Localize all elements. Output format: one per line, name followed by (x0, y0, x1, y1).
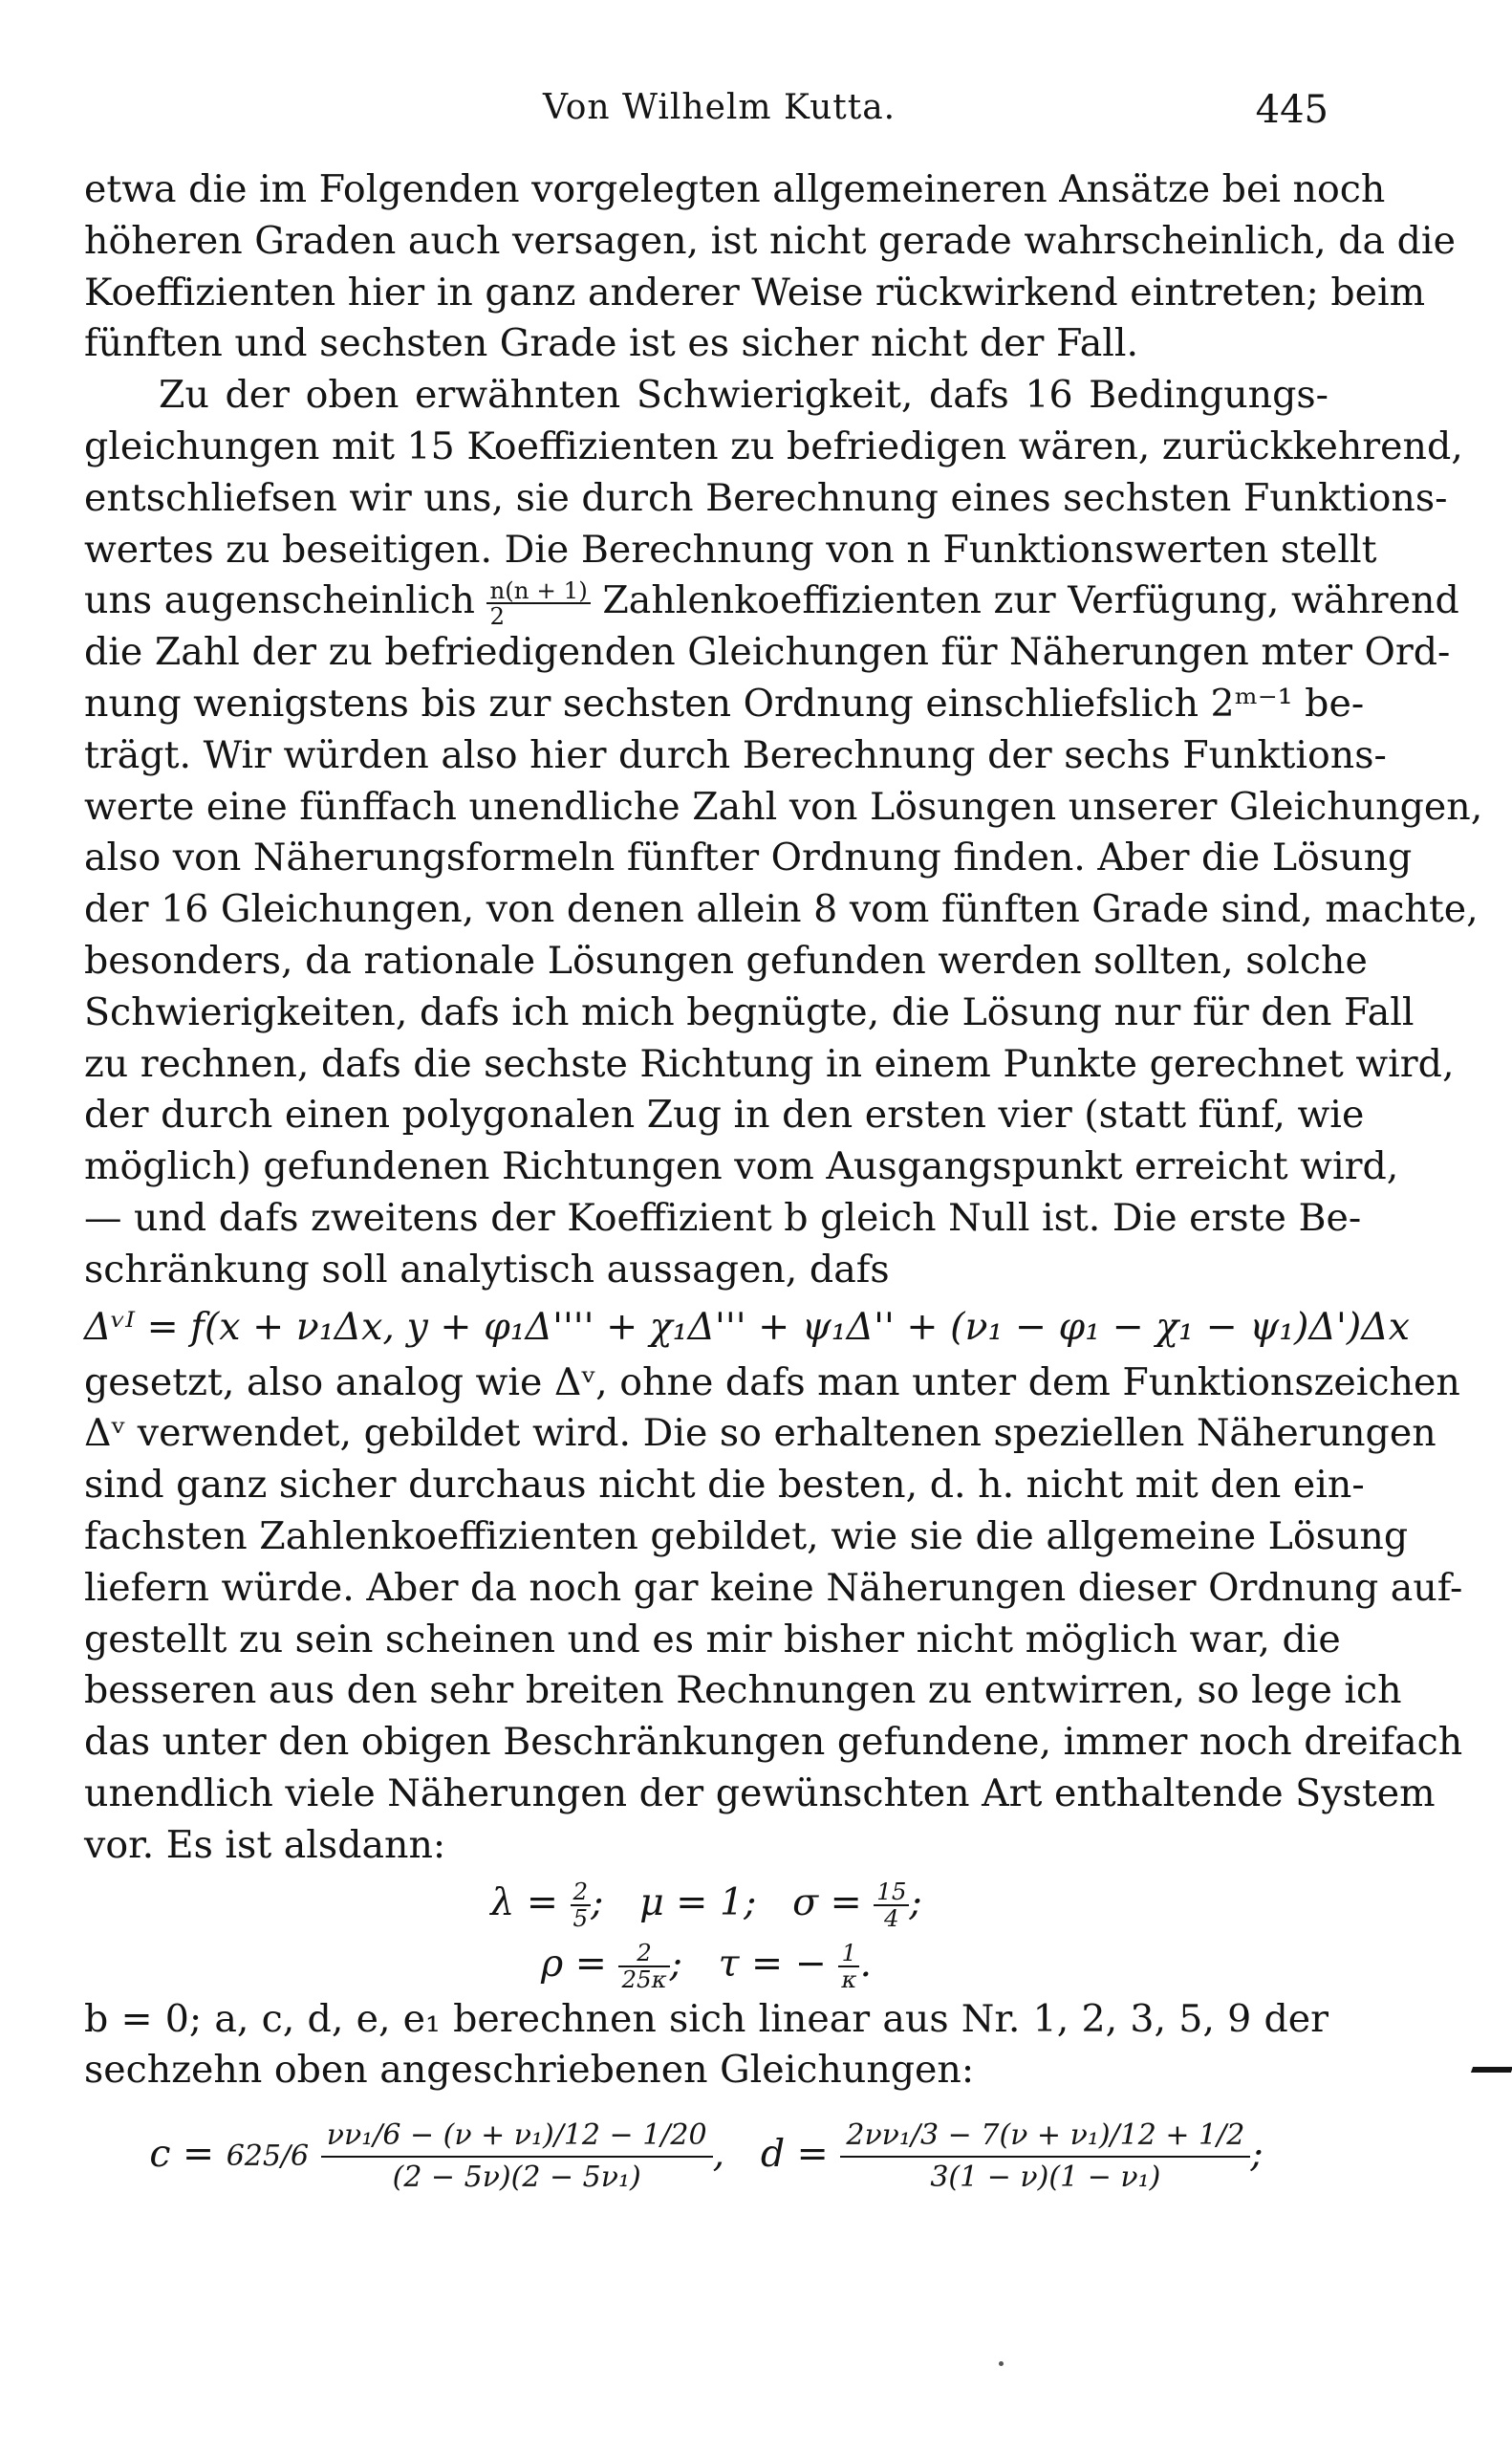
text-line: gleichungen mit 15 Koeffizienten zu befriedigen wären, zurückkehrend, (84, 423, 1463, 468)
fraction-numerator: 15 (874, 1879, 909, 1906)
text-line: b = 0; a, c, d, e, e₁ berechnen sich linear aus Nr. 1, 2, 3, 5, 9 der (84, 1996, 1328, 2041)
text-line: gesetzt, also analog wie Δᵛ, ohne dafs man unter dem Funktionszeichen (84, 1359, 1460, 1404)
fraction-denominator: κ (841, 1965, 857, 1993)
text-line: gestellt zu sein scheinen und es mir bisher nicht möglich war, die (84, 1617, 1341, 1661)
fraction-denominator: 4 (884, 1903, 899, 1932)
lambda-label: λ = (490, 1879, 558, 1924)
main-formula: Δᵛᴵ = f(x + ν₁Δx, y + φ₁Δ'''' + χ₁Δ''' + ψ₁Δ'' + (ν₁ − φ₁ − χ₁ − ψ₁)Δ')Δx (84, 1304, 1411, 1349)
text-line: Δᵛ verwendet, gebildet wird. Die so erhaltenen speziellen Näherungen (84, 1411, 1436, 1456)
mu-value: μ = 1; (639, 1879, 757, 1924)
text-line: schränkung soll analytisch aussagen, dafs (84, 1247, 890, 1292)
text-line: möglich) gefundenen Richtungen vom Ausgangspunkt erreicht wird, (84, 1144, 1399, 1189)
c-prefix (227, 2141, 309, 2172)
rho-label: ρ = (541, 1941, 607, 1986)
parameter-formula-2: ρ = $\frac{2}{25\kappa}$ ; τ = − $\frac{1}{\kappa}$ . (541, 1938, 872, 1993)
text-line: sechzehn oben angeschriebenen Gleichungen: (84, 2048, 975, 2093)
lambda-fraction (571, 1879, 592, 1930)
text-line: die Zahl der zu befriedigenden Gleichungen für Näherungen mter Ord- (84, 630, 1451, 675)
margin-mark (1471, 2067, 1512, 2073)
page-number: 445 (1255, 88, 1328, 132)
text-line: zu rechnen, dafs die sechste Richtung in einem Punkte gerechnet wird, (84, 1041, 1455, 1086)
text-line: wertes zu beseitigen. Die Berechnung von n Funktionswerten stellt (84, 527, 1377, 572)
text-line: sind ganz sicher durchaus nicht die besten, d. h. nicht mit den ein- (84, 1463, 1365, 1508)
speck-mark (999, 2361, 1004, 2366)
text-line: der durch einen polygonalen Zug in den ersten vier (statt fünf, wie (84, 1093, 1365, 1138)
text-line: unendlich viele Näherungen der gewünschten Art enthaltende System (84, 1770, 1436, 1815)
text-line: entschliefsen wir uns, sie durch Berechnung eines sechsten Funktions- (84, 475, 1448, 520)
inline-text: uns augenscheinlich (84, 578, 475, 623)
fraction-numerator: n(n + 1) (486, 578, 590, 605)
fraction-denominator: 25κ (621, 1965, 667, 1993)
c-numerator: νν₁/6 − (ν + ν₁)/12 − 1/20 (321, 2116, 713, 2158)
fraction-numerator: 2 (571, 1879, 592, 1906)
body-text (84, 164, 1483, 2211)
text-line: liefern würde. Aber da noch gar keine Näherungen dieser Ordnung auf- (84, 1565, 1463, 1610)
fraction-numerator: 1 (838, 1941, 859, 1967)
fraction-denominator: 5 (572, 1903, 589, 1932)
text-line: besonders, da rationale Lösungen gefunden werden sollten, solche (84, 938, 1368, 983)
text-line: — und dafs zweitens der Koeffizient b gleich Null ist. Die erste Be- (84, 1195, 1362, 1240)
final-formula: c = 625/6 $\frac{\text{νν₁/6 − (ν + ν₁)/12 − 1/20}}{\text{(2 − 5ν)(2 − 5ν₁)}}$ , d = $\frac{\text{2νν₁/3 − 7(ν + ν₁)/12 + 1/2}}{\text{3(1 − ν)(1 − ν₁)}}$ ; (84, 2096, 1328, 2211)
text-line: Zu der oben erwähnten Schwierigkeit, dafs 16 Bedingungs- (159, 373, 1328, 418)
page-header (84, 88, 1328, 136)
sigma-fraction (874, 1879, 909, 1930)
c-denominator: (2 − 5ν)(2 − 5ν₁) (392, 2161, 641, 2195)
tau-fraction (838, 1938, 859, 1993)
c-label: c = (149, 2132, 215, 2177)
fraction-denominator: 2 (489, 602, 506, 631)
inline-text: Zahlenkoeffizienten zur Verfügung, während (602, 578, 1459, 623)
text-line: vor. Es ist alsdann: (84, 1822, 446, 1867)
text-line: Schwierigkeiten, dafs ich mich begnügte, die Lösung nur für den Fall (84, 989, 1415, 1034)
text-line: werte eine fünffach unendliche Zahl von Lösungen unserer Gleichungen, (84, 784, 1483, 829)
c-prefix-text: 625/6 (226, 2139, 310, 2174)
text-line: das unter den obigen Beschränkungen gefundene, immer noch dreifach (84, 1720, 1463, 1765)
text-line: fünften und sechsten Grade ist es sicher nicht der Fall. (84, 321, 1139, 366)
text-line: etwa die im Folgenden vorgelegten allgemeineren Ansätze bei noch (84, 167, 1386, 211)
running-head: Von Wilhelm Kutta. (543, 88, 896, 127)
d-denominator: 3(1 − ν)(1 − ν₁) (930, 2161, 1161, 2195)
sigma-label: σ = (792, 1879, 862, 1924)
d-numerator: 2νν₁/3 − 7(ν + ν₁)/12 + 1/2 (840, 2116, 1250, 2158)
text-line: höheren Graden auch versagen, ist nicht gerade wahrscheinlich, da die (84, 218, 1456, 263)
text-line: fachsten Zahlenkoeffizienten gebildet, wie sie die allgemeine Lösung (84, 1513, 1409, 1558)
text-line: der 16 Gleichungen, von denen allein 8 vom fünften Grade sind, machte, (84, 887, 1479, 932)
inline-fraction (486, 575, 590, 631)
text-line: Koeffizienten hier in ganz anderer Weise rückwirkend eintreten; beim (84, 270, 1426, 315)
text-line: besseren aus den sehr breiten Rechnungen zu entwirren, so lege ich (84, 1668, 1402, 1713)
text-line-with-fraction (84, 575, 1459, 631)
d-label: d = (760, 2132, 829, 2177)
c-fraction (321, 2116, 713, 2198)
text-line: nung wenigstens bis zur sechsten Ordnung einschliefslich 2ᵐ⁻¹ be- (84, 681, 1365, 726)
text-line: trägt. Wir würden also hier durch Berechnung der sechs Funktions- (84, 732, 1387, 777)
d-fraction (840, 2116, 1250, 2198)
parameter-formula-1: λ = $\frac{2}{5}$ ; μ = 1; σ = $\frac{15}{4}$ ; (490, 1877, 922, 1932)
fraction-numerator: 2 (618, 1941, 669, 1967)
tau-label: τ = − (718, 1941, 827, 1986)
rho-fraction (618, 1938, 669, 1993)
text-line: also von Näherungsformeln fünfter Ordnung finden. Aber die Lösung (84, 836, 1413, 880)
